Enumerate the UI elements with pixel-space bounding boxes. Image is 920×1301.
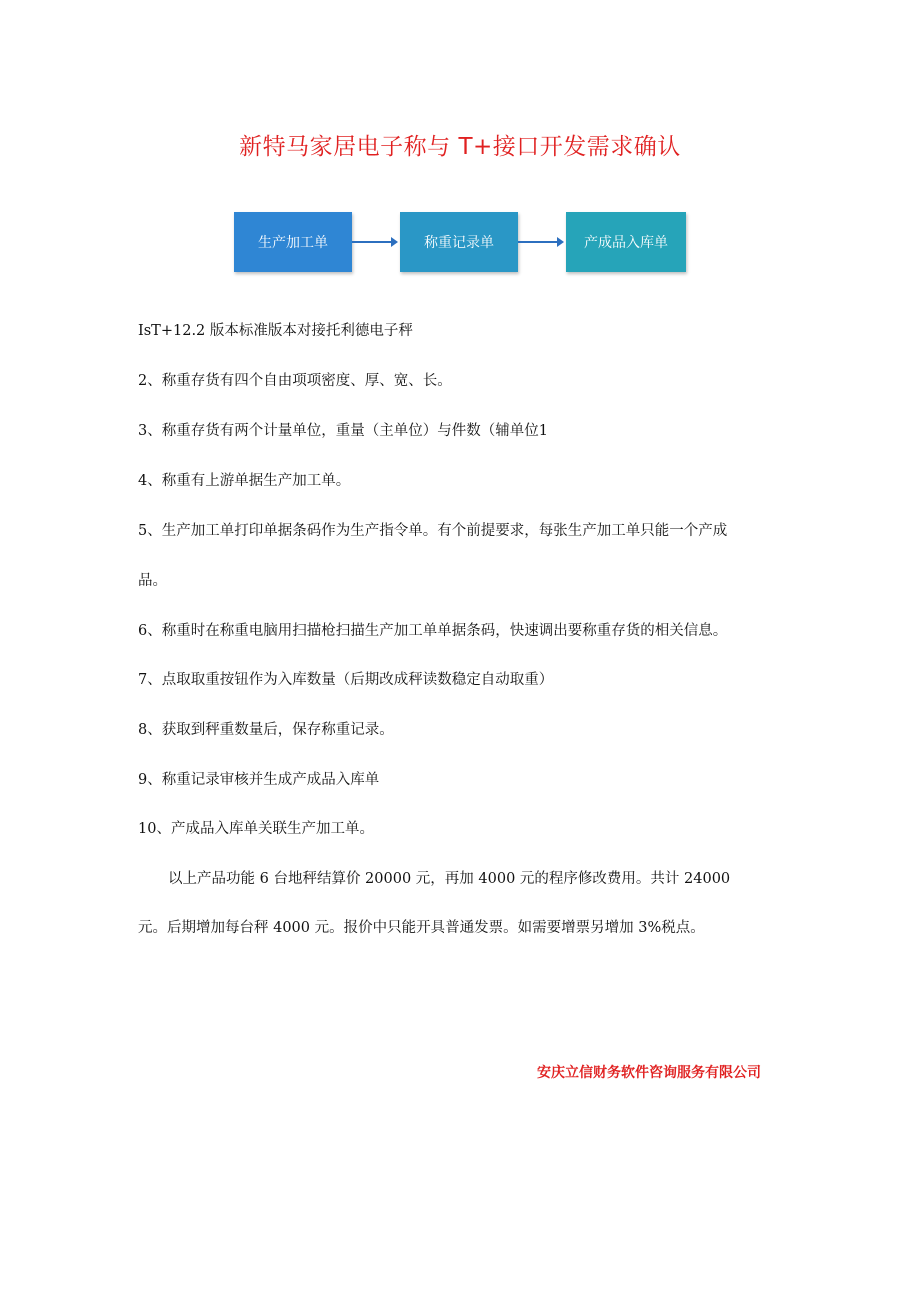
requirement-item-3: 3、称重存货有两个计量单位，重量（主单位）与件数（辅单位1 [138, 423, 548, 439]
pricing-paragraph-line-1: 以上产品功能 6 台地秤结算价 20000 元，再加 4000 元的程序修改费用。共计 24000 [168, 871, 731, 887]
flow-step-weighing-record: 称重记录单 [400, 212, 518, 272]
requirement-item-4: 4、称重有上游单据生产加工单。 [138, 473, 351, 489]
requirement-item-8: 8、获取到秤重数量后，保存称重记录。 [138, 722, 394, 738]
pricing-paragraph-line-2: 元。后期增加每台秤 4000 元。报价中只能开具普通发票。如需要增票另增加 3%税点。 [138, 920, 705, 936]
requirement-item-5-continued: 品。 [138, 573, 167, 589]
requirement-item-9: 9、称重记录审核并生成产成品入库单 [138, 772, 380, 788]
document-title: 新特马家居电子称与 T+接口开发需求确认 [239, 134, 681, 160]
flow-step-finished-goods-receipt: 产成品入库单 [566, 212, 686, 272]
requirement-item-6: 6、称重时在称重电脑用扫描枪扫描生产加工单单据条码，快速调出要称重存货的相关信息。 [138, 623, 728, 639]
requirement-item-7: 7、点取取重按钮作为入库数量（后期改成秤读数稳定自动取重） [138, 672, 554, 688]
flow-arrow-icon [518, 241, 562, 243]
requirement-item-2: 2、称重存货有四个自由项项密度、厚、宽、长。 [138, 373, 452, 389]
requirement-item-1: IsT+12.2 版本标准版本对接托利德电子秤 [138, 323, 413, 339]
flow-step-production-order: 生产加工单 [234, 212, 352, 272]
flow-arrow-icon [352, 241, 396, 243]
process-flow-diagram [234, 212, 686, 272]
requirement-item-5: 5、生产加工单打印单据条码作为生产指令单。有个前提要求，每张生产加工单只能一个产成 [138, 523, 728, 539]
company-signature: 安庆立信财务软件咨询服务有限公司 [537, 1065, 761, 1081]
requirement-item-10: 10、产成品入库单关联生产加工单。 [138, 821, 374, 837]
